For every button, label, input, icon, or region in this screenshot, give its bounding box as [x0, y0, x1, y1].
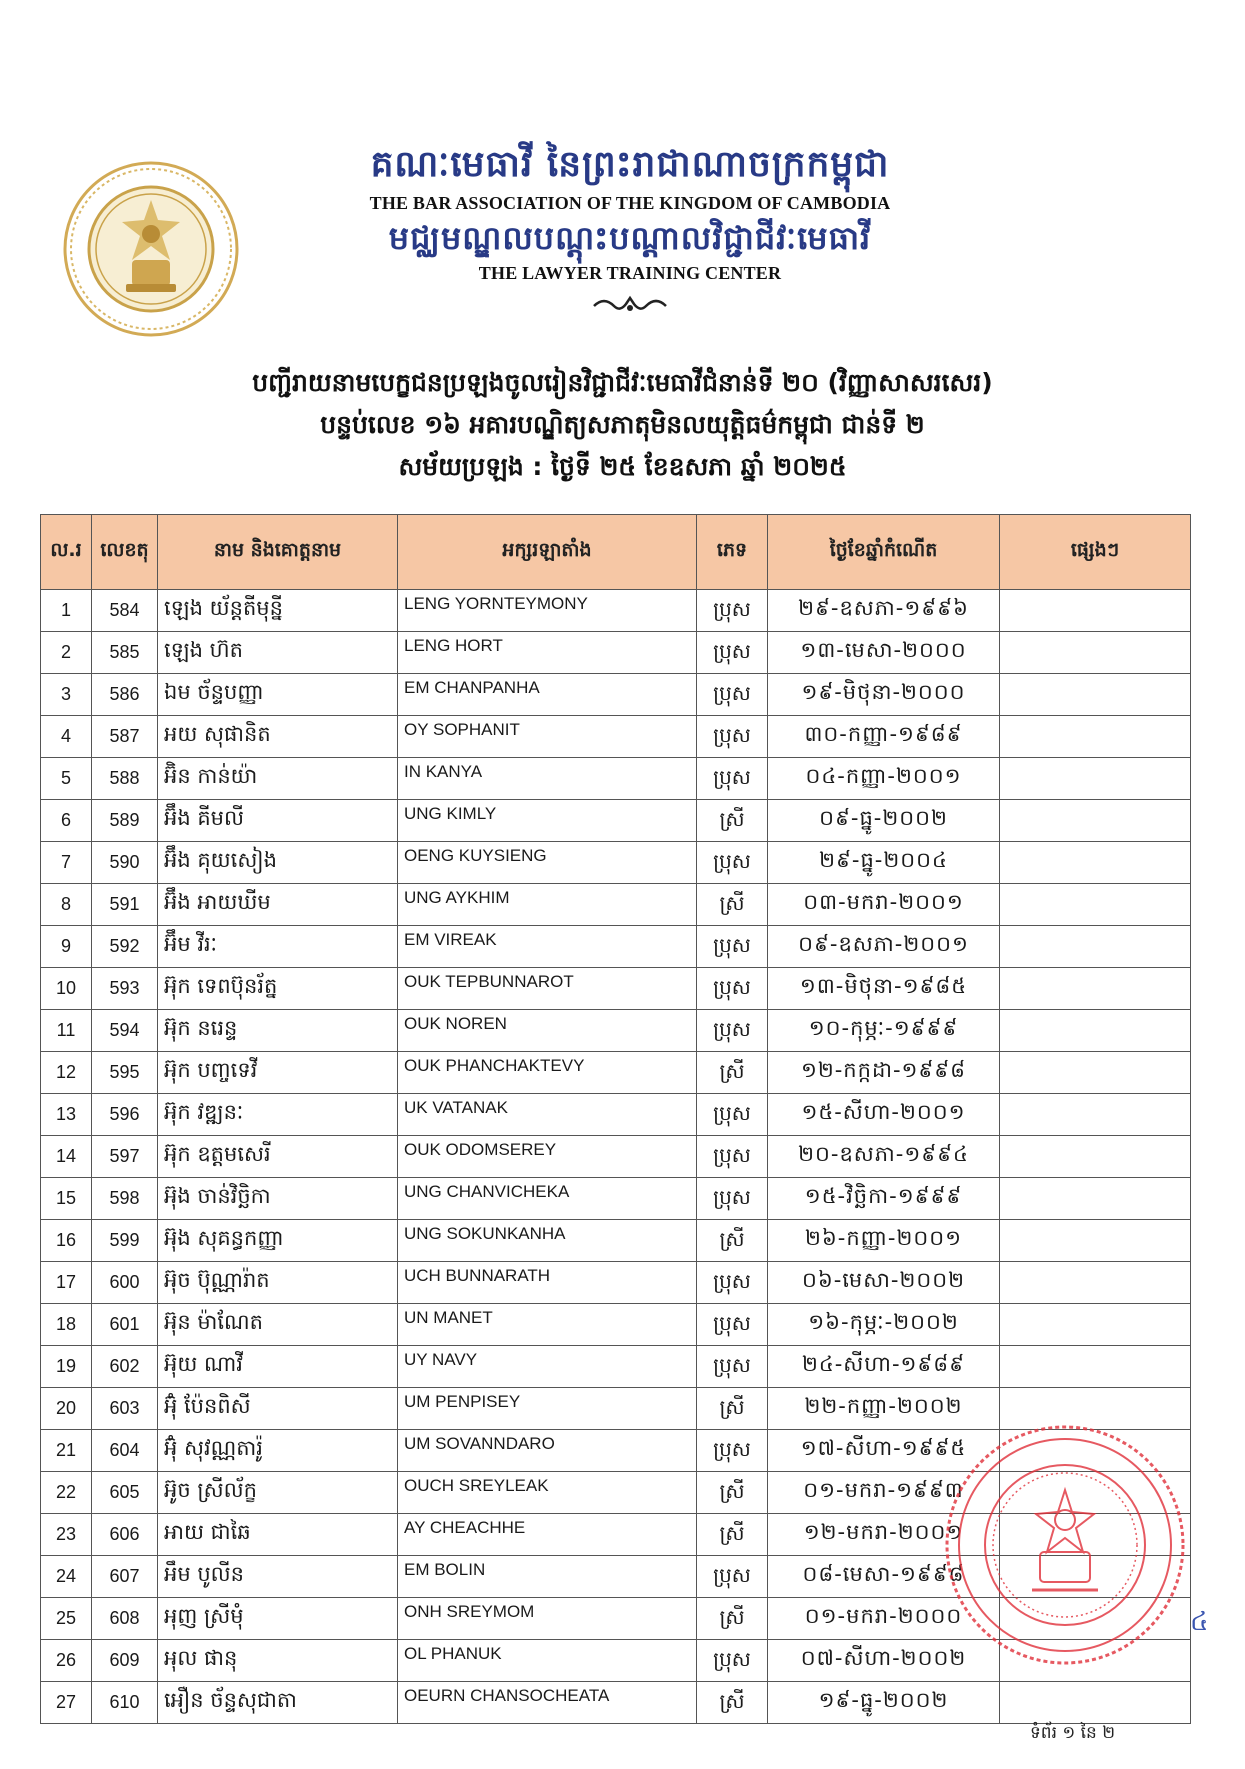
list-title-line-1: បញ្ជីរាយនាមបេក្ខជនប្រឡងចូលរៀនវិជ្ជាជីវៈមេធាវីជំនាន់ទី ២០ (វិញ្ញាសាសរសេរ)	[252, 368, 993, 397]
list-titles	[120, 362, 1125, 488]
name-latin-cell: UNG SOKUNKANHA	[398, 1220, 697, 1262]
gender-cell: ប្រុស	[697, 632, 768, 674]
birthdate-cell: ១៥-វិច្ឆិកា-១៩៩៩	[768, 1178, 1000, 1220]
birthdate-cell: ២៩-ធ្នូ-២០០៤	[768, 842, 1000, 884]
name-kh-cell: ឯម ច័ន្ទបញ្ញា	[158, 674, 398, 716]
col-header-seat: លេខតុ	[92, 515, 158, 590]
birthdate-cell: ១៩-មិថុនា-២០០០	[768, 674, 1000, 716]
gender-cell: ប្រុស	[697, 1178, 768, 1220]
birthdate-cell: ១៣-មេសា-២០០០	[768, 632, 1000, 674]
row-number-cell: 4	[41, 716, 92, 758]
name-kh-cell: អ៊ុក វឌ្ឍនៈ	[158, 1094, 398, 1136]
row-number-cell: 7	[41, 842, 92, 884]
seat-number-cell: 585	[92, 632, 158, 674]
birthdate-cell: ០៣-មករា-២០០១	[768, 884, 1000, 926]
remarks-cell	[1000, 1262, 1191, 1304]
table-row	[41, 800, 1191, 842]
remarks-cell	[1000, 590, 1191, 632]
remarks-cell	[1000, 1178, 1191, 1220]
letterhead	[290, 140, 970, 318]
row-number-cell: 1	[41, 590, 92, 632]
gender-cell: ប្រុស	[697, 716, 768, 758]
birthdate-cell: ០៧-សីហា-២០០២	[768, 1640, 1000, 1682]
seat-number-cell: 596	[92, 1094, 158, 1136]
table-row	[41, 968, 1191, 1010]
seat-number-cell: 600	[92, 1262, 158, 1304]
name-latin-cell: LENG HORT	[398, 632, 697, 674]
row-number-cell: 10	[41, 968, 92, 1010]
table-row	[41, 842, 1191, 884]
name-kh-cell: អ៊ុក ទេពប៊ុនរ័ត្ន	[158, 968, 398, 1010]
name-kh-cell: អ៊ិន កាន់យ៉ា	[158, 758, 398, 800]
seat-number-cell: 593	[92, 968, 158, 1010]
row-number-cell: 26	[41, 1640, 92, 1682]
gender-cell: ប្រុស	[697, 968, 768, 1010]
remarks-cell	[1000, 1220, 1191, 1262]
birthdate-cell: ១៣-មិថុនា-១៩៨៥	[768, 968, 1000, 1010]
remarks-cell	[1000, 842, 1191, 884]
table-row	[41, 1430, 1191, 1472]
gender-cell: ប្រុស	[697, 842, 768, 884]
remarks-cell	[1000, 758, 1191, 800]
name-kh-cell: អ៊ុំ ប៉ែនពិសី	[158, 1388, 398, 1430]
row-number-cell: 9	[41, 926, 92, 968]
gender-cell: ប្រុស	[697, 758, 768, 800]
remarks-cell	[1000, 716, 1191, 758]
gender-cell: ស្រី	[697, 1598, 768, 1640]
remarks-cell	[1000, 1640, 1191, 1682]
name-kh-cell: អ៊ុន ម៉ាណែត	[158, 1304, 398, 1346]
remarks-cell	[1000, 1682, 1191, 1724]
seat-number-cell: 584	[92, 590, 158, 632]
gender-cell: ប្រុស	[697, 590, 768, 632]
name-kh-cell: អ៊ឹង គីមលី	[158, 800, 398, 842]
row-number-cell: 18	[41, 1304, 92, 1346]
name-kh-cell: អឿន ច័ន្ទសុជាតា	[158, 1682, 398, 1724]
name-kh-cell: អ៊ុង ចាន់វិច្ឆិកា	[158, 1178, 398, 1220]
name-latin-cell: ONH SREYMOM	[398, 1598, 697, 1640]
name-kh-cell: អ៊ុយ ណាវី	[158, 1346, 398, 1388]
row-number-cell: 2	[41, 632, 92, 674]
remarks-cell	[1000, 1346, 1191, 1388]
table-row	[41, 1010, 1191, 1052]
row-number-cell: 3	[41, 674, 92, 716]
col-header-name-kh: នាម និងគោត្តនាម	[158, 515, 398, 590]
gender-cell: ស្រី	[697, 1472, 768, 1514]
table-body	[41, 590, 1191, 1724]
table-row	[41, 1094, 1191, 1136]
row-number-cell: 13	[41, 1094, 92, 1136]
remarks-cell	[1000, 674, 1191, 716]
gender-cell: ប្រុស	[697, 674, 768, 716]
seat-number-cell: 608	[92, 1598, 158, 1640]
remarks-cell	[1000, 1556, 1191, 1598]
remarks-cell	[1000, 632, 1191, 674]
row-number-cell: 14	[41, 1136, 92, 1178]
table-row	[41, 758, 1191, 800]
seat-number-cell: 597	[92, 1136, 158, 1178]
name-latin-cell: IN KANYA	[398, 758, 697, 800]
seat-number-cell: 588	[92, 758, 158, 800]
gender-cell: ប្រុស	[697, 1430, 768, 1472]
name-latin-cell: EM CHANPANHA	[398, 674, 697, 716]
remarks-cell	[1000, 1094, 1191, 1136]
row-number-cell: 19	[41, 1346, 92, 1388]
gender-cell: ស្រី	[697, 884, 768, 926]
birthdate-cell: ០៩-ធ្នូ-២០០២	[768, 800, 1000, 842]
row-number-cell: 16	[41, 1220, 92, 1262]
name-latin-cell: UCH BUNNARATH	[398, 1262, 697, 1304]
seat-number-cell: 592	[92, 926, 158, 968]
remarks-cell	[1000, 1388, 1191, 1430]
name-latin-cell: UNG KIMLY	[398, 800, 697, 842]
table-row	[41, 632, 1191, 674]
name-latin-cell: UNG CHANVICHEKA	[398, 1178, 697, 1220]
birthdate-cell: ១៦-កុម្ភៈ-២០០២	[768, 1304, 1000, 1346]
seat-number-cell: 586	[92, 674, 158, 716]
birthdate-cell: ១០-កុម្ភៈ-១៩៩៩	[768, 1010, 1000, 1052]
birthdate-cell: ១៧-សីហា-១៩៩៥	[768, 1430, 1000, 1472]
seat-number-cell: 602	[92, 1346, 158, 1388]
table-row	[41, 590, 1191, 632]
name-latin-cell: OUK PHANCHAKTEVY	[398, 1052, 697, 1094]
table-header-row	[41, 515, 1191, 590]
birthdate-cell: ០៤-កញ្ញា-២០០១	[768, 758, 1000, 800]
name-kh-cell: អាយ ជាឆៃ	[158, 1514, 398, 1556]
name-kh-cell: អយ សុផានិត	[158, 716, 398, 758]
training-center-title-kh: មជ្ឈមណ្ឌលបណ្តុះបណ្តាលវិជ្ជាជីវៈមេធាវី	[388, 219, 872, 257]
col-header-birthdate: ថ្ងៃខែឆ្នាំកំណើត	[768, 515, 1000, 590]
name-kh-cell: អ៊ូច ស្រីល័ក្ខ	[158, 1472, 398, 1514]
name-latin-cell: OL PHANUK	[398, 1640, 697, 1682]
name-latin-cell: UN MANET	[398, 1304, 697, 1346]
association-title-kh: គណៈមេធាវី នៃព្រះរាជាណាចក្រកម្ពុជា	[370, 144, 890, 185]
table-row	[41, 884, 1191, 926]
name-latin-cell: OUK NOREN	[398, 1010, 697, 1052]
row-number-cell: 17	[41, 1262, 92, 1304]
table-row	[41, 926, 1191, 968]
gender-cell: ស្រី	[697, 1052, 768, 1094]
seat-number-cell: 590	[92, 842, 158, 884]
row-number-cell: 27	[41, 1682, 92, 1724]
gender-cell: ស្រី	[697, 1682, 768, 1724]
gender-cell: ប្រុស	[697, 1304, 768, 1346]
table-row	[41, 1388, 1191, 1430]
remarks-cell	[1000, 1598, 1191, 1640]
seat-number-cell: 598	[92, 1178, 158, 1220]
name-kh-cell: អ៊ឹង គុយសៀង	[158, 842, 398, 884]
table-row	[41, 1556, 1191, 1598]
table-row	[41, 1304, 1191, 1346]
row-number-cell: 25	[41, 1598, 92, 1640]
seat-number-cell: 601	[92, 1304, 158, 1346]
birthdate-cell: ២៦-កញ្ញា-២០០១	[768, 1220, 1000, 1262]
name-kh-cell: អ៊ុង សុគន្ធកញ្ញា	[158, 1220, 398, 1262]
table-row	[41, 1136, 1191, 1178]
seat-number-cell: 587	[92, 716, 158, 758]
gender-cell: ប្រុស	[697, 1262, 768, 1304]
birthdate-cell: ២០-ឧសភា-១៩៩៤	[768, 1136, 1000, 1178]
birthdate-cell: ០៩-ឧសភា-២០០១	[768, 926, 1000, 968]
remarks-cell	[1000, 926, 1191, 968]
remarks-cell	[1000, 968, 1191, 1010]
gender-cell: ប្រុស	[697, 1094, 768, 1136]
seat-number-cell: 604	[92, 1430, 158, 1472]
name-latin-cell: OEURN CHANSOCHEATA	[398, 1682, 697, 1724]
birthdate-cell: ២៩-ឧសភា-១៩៩៦	[768, 590, 1000, 632]
seat-number-cell: 609	[92, 1640, 158, 1682]
seat-number-cell: 603	[92, 1388, 158, 1430]
gender-cell: ប្រុស	[697, 1136, 768, 1178]
table-row	[41, 1682, 1191, 1724]
list-title-line-3: សម័យប្រឡង : ថ្ងៃទី ២៥ ខែឧសភា ឆ្នាំ ២០២៥	[398, 452, 847, 481]
name-latin-cell: LENG YORNTEYMONY	[398, 590, 697, 632]
name-latin-cell: AY CHEACHHE	[398, 1514, 697, 1556]
birthdate-cell: ១៩-ធ្នូ-២០០២	[768, 1682, 1000, 1724]
remarks-cell	[1000, 1010, 1191, 1052]
remarks-cell	[1000, 1136, 1191, 1178]
table-row	[41, 1346, 1191, 1388]
name-kh-cell: អ៊ុក ឧត្តមសេរី	[158, 1136, 398, 1178]
name-kh-cell: ឡេង ហ៊ត	[158, 632, 398, 674]
table-row	[41, 1220, 1191, 1262]
name-latin-cell: OY SOPHANIT	[398, 716, 697, 758]
name-kh-cell: អ៊ុក បញ្ចទេវី	[158, 1052, 398, 1094]
row-number-cell: 5	[41, 758, 92, 800]
seat-number-cell: 607	[92, 1556, 158, 1598]
name-kh-cell: អុញ ស្រីមុំ	[158, 1598, 398, 1640]
gender-cell: ប្រុស	[697, 1346, 768, 1388]
birthdate-cell: ០៦-មេសា-២០០២	[768, 1262, 1000, 1304]
seat-number-cell: 610	[92, 1682, 158, 1724]
name-latin-cell: UNG AYKHIM	[398, 884, 697, 926]
name-latin-cell: OUK ODOMSEREY	[398, 1136, 697, 1178]
name-kh-cell: អ៊ុំ សុវណ្ណតារ៉ូ	[158, 1430, 398, 1472]
training-center-title-en: THE LAWYER TRAINING CENTER	[478, 263, 782, 283]
remarks-cell	[1000, 800, 1191, 842]
ornament-divider-icon	[590, 292, 670, 314]
col-header-name-latin: អក្សរឡាតាំង	[398, 515, 697, 590]
name-kh-cell: ឡេង យ័ន្តតីមុន្នី	[158, 590, 398, 632]
bar-association-seal-icon	[62, 160, 240, 338]
gender-cell: ប្រុស	[697, 1556, 768, 1598]
gender-cell: ប្រុស	[697, 1010, 768, 1052]
table-row	[41, 1262, 1191, 1304]
name-latin-cell: OUK TEPBUNNAROT	[398, 968, 697, 1010]
name-kh-cell: អុល ផានុ	[158, 1640, 398, 1682]
birthdate-cell: ០១-មករា-២០០០	[768, 1598, 1000, 1640]
remarks-cell	[1000, 1514, 1191, 1556]
seat-number-cell: 594	[92, 1010, 158, 1052]
association-title-en: THE BAR ASSOCIATION OF THE KINGDOM OF CAMBODIA	[369, 193, 891, 213]
seat-number-cell: 595	[92, 1052, 158, 1094]
birthdate-cell: ១៥-សីហា-២០០១	[768, 1094, 1000, 1136]
table-row	[41, 674, 1191, 716]
birthdate-cell: ២៤-សីហា-១៩៨៩	[768, 1346, 1000, 1388]
gender-cell: ស្រី	[697, 1514, 768, 1556]
remarks-cell	[1000, 1430, 1191, 1472]
remarks-cell	[1000, 884, 1191, 926]
name-kh-cell: អ៊ុក នរេន្ទ	[158, 1010, 398, 1052]
remarks-cell	[1000, 1052, 1191, 1094]
col-header-other: ផ្សេងៗ	[1000, 515, 1191, 590]
birthdate-cell: ០៨-មេសា-១៩៩៨	[768, 1556, 1000, 1598]
gender-cell: ប្រុស	[697, 1640, 768, 1682]
seat-number-cell: 606	[92, 1514, 158, 1556]
name-latin-cell: OUCH SREYLEAK	[398, 1472, 697, 1514]
name-latin-cell: UM PENPISEY	[398, 1388, 697, 1430]
name-latin-cell: UK VATANAK	[398, 1094, 697, 1136]
row-number-cell: 23	[41, 1514, 92, 1556]
birthdate-cell: ៣០-កញ្ញា-១៩៨៩	[768, 716, 1000, 758]
gender-cell: ស្រី	[697, 1388, 768, 1430]
birthdate-cell: ១២-មករា-២០០១	[768, 1514, 1000, 1556]
candidate-table	[40, 514, 1191, 1724]
row-number-cell: 12	[41, 1052, 92, 1094]
page-number: ទំព័រ ១ នៃ ២	[1030, 1723, 1116, 1743]
seat-number-cell: 591	[92, 884, 158, 926]
name-latin-cell: UY NAVY	[398, 1346, 697, 1388]
table-row	[41, 1598, 1191, 1640]
name-latin-cell: EM BOLIN	[398, 1556, 697, 1598]
table-row	[41, 1052, 1191, 1094]
name-latin-cell: OENG KUYSIENG	[398, 842, 697, 884]
name-kh-cell: អ៊ឹម វីរៈ	[158, 926, 398, 968]
gender-cell: ស្រី	[697, 1220, 768, 1262]
table-row	[41, 1640, 1191, 1682]
name-latin-cell: UM SOVANNDARO	[398, 1430, 697, 1472]
row-number-cell: 20	[41, 1388, 92, 1430]
table-row	[41, 1178, 1191, 1220]
remarks-cell	[1000, 1304, 1191, 1346]
name-latin-cell: EM VIREAK	[398, 926, 697, 968]
list-title-line-2: បន្ទប់លេខ ១៦ អគារបណ្ឌិត្យសភាតុមិនលយុត្តិធម៌កម្ពុជា ជាន់ទី ២	[320, 410, 925, 439]
row-number-cell: 22	[41, 1472, 92, 1514]
name-kh-cell: អឹម បូលីន	[158, 1556, 398, 1598]
col-header-number: ល.រ	[41, 515, 92, 590]
gender-cell: ស្រី	[697, 800, 768, 842]
seat-number-cell: 599	[92, 1220, 158, 1262]
birthdate-cell: ០១-មករា-១៩៩៣	[768, 1472, 1000, 1514]
seat-number-cell: 589	[92, 800, 158, 842]
remarks-cell	[1000, 1472, 1191, 1514]
col-header-gender: ភេទ	[697, 515, 768, 590]
table-row	[41, 1514, 1191, 1556]
table-row	[41, 1472, 1191, 1514]
row-number-cell: 15	[41, 1178, 92, 1220]
row-number-cell: 11	[41, 1010, 92, 1052]
name-kh-cell: អ៊ុច ប៊ុណ្ណារ៉ាត	[158, 1262, 398, 1304]
row-number-cell: 6	[41, 800, 92, 842]
row-number-cell: 21	[41, 1430, 92, 1472]
table-row	[41, 716, 1191, 758]
name-kh-cell: អ៊ឹង អាយឃីម	[158, 884, 398, 926]
birthdate-cell: ១២-កក្កដា-១៩៩៨	[768, 1052, 1000, 1094]
gender-cell: ប្រុស	[697, 926, 768, 968]
candidate-table-wrapper	[40, 514, 1190, 1724]
row-number-cell: 24	[41, 1556, 92, 1598]
margin-annotation: ៤	[1190, 1607, 1209, 1637]
seat-number-cell: 605	[92, 1472, 158, 1514]
row-number-cell: 8	[41, 884, 92, 926]
birthdate-cell: ២២-កញ្ញា-២០០២	[768, 1388, 1000, 1430]
